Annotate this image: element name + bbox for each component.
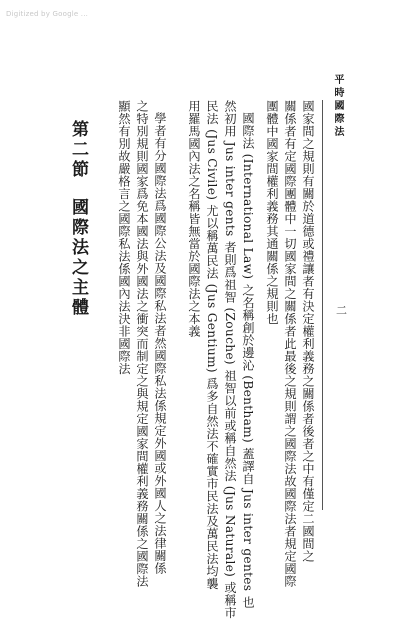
watermark: Digitized by Google ... bbox=[6, 10, 89, 18]
header-rule bbox=[322, 100, 323, 510]
text-column-7: 用羅馬國內法之名稱皆無當於國際法之本義 bbox=[187, 100, 201, 338]
page-number: 二 bbox=[336, 304, 347, 317]
running-header-title: 平時國際法 bbox=[332, 74, 343, 139]
text-column-6: 民法 (Jus Civile) 尤以稱萬民法 (Jus Gentium) 爲多自然法不確實市民法及萬民法均襲 bbox=[205, 100, 219, 590]
text-column-3: 團體中國家間權利義務其通關係之規則也 bbox=[265, 100, 279, 325]
section-number: 第二節 bbox=[68, 120, 88, 180]
text-column-5: 然初用 Jus inter gents 者則爲祖智 (Zouche) 祖智以前或稱自然法 (Jus Naturale) 或稱市 bbox=[223, 100, 237, 619]
text-column-4: 國際法 (International Law) 之名稱創於邊沁 (Bentham) 蓋譯自 Jus inter gentes 也 bbox=[241, 112, 255, 609]
text-column-10: 顯然有別故嚴格言之國際私法係國內法決非國際法 bbox=[117, 100, 131, 375]
text-column-1: 國家間之規則有關於道德或禮讓者有決定權利義務之關係者後者之中有僅定二國間之 bbox=[301, 100, 315, 563]
section-title: 國際法之主體 bbox=[68, 198, 88, 318]
text-column-9: 之特別規則國家爲免本國法與外國法之衝突而制定之與規定國家間權利義務關係之國際法 bbox=[135, 100, 149, 588]
section-heading bbox=[66, 120, 91, 318]
text-column-8: 學者有分國際法爲國際公法及國際私法者然國際私法係規定外國或外國人之法律關係 bbox=[153, 112, 167, 575]
text-column-2: 關係者有定國際團體中一切國家間之關係者此最後之規則謂之國際法故國際法者規定國際 bbox=[283, 100, 297, 588]
